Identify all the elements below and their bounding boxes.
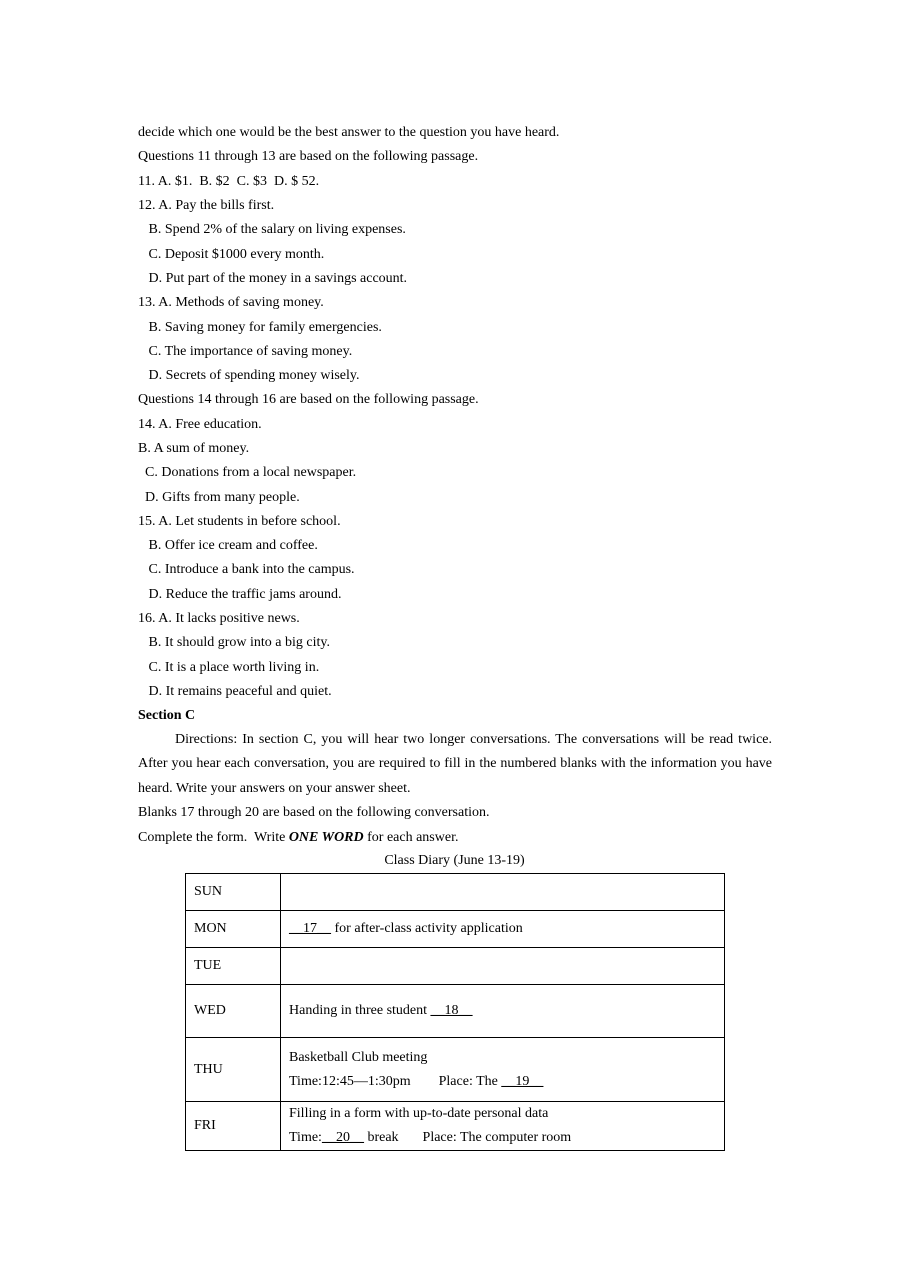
section-heading: Section C xyxy=(138,708,196,723)
entry-cell xyxy=(281,985,725,1038)
question-14-d: D. Gifts from many people. xyxy=(138,490,300,505)
blank-19: __19__ xyxy=(501,1073,544,1089)
question-13-a: 13. A. Methods of saving money. xyxy=(138,295,324,310)
question-16-a: 16. A. It lacks positive news. xyxy=(138,611,300,626)
blank-20: __20__ xyxy=(321,1130,364,1145)
complete-prefix: Complete the form. Write xyxy=(138,830,289,845)
table-row xyxy=(186,1102,725,1151)
entry-text: Handing in three student xyxy=(289,1003,431,1018)
day-cell: THU xyxy=(186,1038,281,1102)
directions-text: Directions: In section C, you will hear two longer conversations. The conversations will be read twice. After you hear each conversation, you are required to fill in the numbered blanks with the information you have heard. Write your answers on your answer sheet. xyxy=(138,732,772,796)
entry-text: Filling in a form with up-to-date personal data xyxy=(289,1106,549,1121)
passage-intro: Questions 11 through 13 are based on the following passage. xyxy=(138,149,479,164)
question-12-a: 12. A. Pay the bills first. xyxy=(138,198,275,213)
entry-detail xyxy=(289,1070,716,1094)
day-cell: WED xyxy=(186,985,281,1038)
question-16-b: B. It should grow into a big city. xyxy=(138,635,330,650)
day-cell: SUN xyxy=(186,874,281,911)
entry-cell xyxy=(281,1102,725,1151)
question-13-c: C. The importance of saving money. xyxy=(138,344,353,359)
question-11: 11. A. $1. B. $2 C. $3 D. $ 52. xyxy=(138,174,320,189)
entry-detail xyxy=(289,1126,716,1150)
passage-intro: Questions 14 through 16 are based on the following passage. xyxy=(138,392,479,407)
day-cell: FRI xyxy=(186,1102,281,1151)
one-word-emphasis: ONE WORD xyxy=(288,830,364,845)
day-cell: MON xyxy=(186,911,281,948)
blank-17: __17__ xyxy=(289,921,331,936)
question-15-c: C. Introduce a bank into the campus. xyxy=(138,562,355,577)
question-14-b: B. A sum of money. xyxy=(138,441,250,456)
time-text: Time: xyxy=(289,1130,322,1145)
table-row xyxy=(186,1038,725,1102)
class-diary-table xyxy=(185,873,725,1151)
time-text: Time:12:45—1:30pm xyxy=(289,1073,411,1089)
instruction-line: decide which one would be the best answer to the question you have heard. xyxy=(138,125,560,140)
table-caption: Class Diary (June 13-19) xyxy=(384,853,525,868)
question-16-d: D. It remains peaceful and quiet. xyxy=(138,684,332,699)
blanks-intro: Blanks 17 through 20 are based on the following conversation. xyxy=(138,805,490,820)
table-row xyxy=(186,985,725,1038)
entry-cell xyxy=(281,948,725,985)
entry-text: Basketball Club meeting xyxy=(289,1049,428,1065)
question-12-b: B. Spend 2% of the salary on living expenses. xyxy=(138,222,406,237)
question-15-d: D. Reduce the traffic jams around. xyxy=(138,587,342,602)
directions-paragraph xyxy=(138,728,772,801)
question-12-d: D. Put part of the money in a savings account. xyxy=(138,271,408,286)
place-text: Place: The computer room xyxy=(422,1130,572,1145)
table-row xyxy=(186,911,725,948)
time-suffix: break xyxy=(363,1130,399,1145)
question-13-b: B. Saving money for family emergencies. xyxy=(138,320,382,335)
question-15-a: 15. A. Let students in before school. xyxy=(138,514,341,529)
entry-text: for after-class activity application xyxy=(331,921,523,936)
entry-cell xyxy=(281,874,725,911)
day-cell: TUE xyxy=(186,948,281,985)
complete-suffix: for each answer. xyxy=(363,830,459,845)
question-13-d: D. Secrets of spending money wisely. xyxy=(138,368,360,383)
blank-18: __18__ xyxy=(430,1003,473,1018)
question-14-a: 14. A. Free education. xyxy=(138,417,262,432)
table-row xyxy=(186,948,725,985)
entry-cell xyxy=(281,1038,725,1102)
entry-cell xyxy=(281,911,725,948)
question-15-b: B. Offer ice cream and coffee. xyxy=(138,538,318,553)
question-12-c: C. Deposit $1000 every month. xyxy=(138,247,325,262)
question-16-c: C. It is a place worth living in. xyxy=(138,660,320,675)
complete-instruction xyxy=(138,829,458,847)
table-row xyxy=(186,874,725,911)
question-14-c: C. Donations from a local newspaper. xyxy=(138,465,357,480)
place-text: Place: The xyxy=(438,1073,502,1089)
